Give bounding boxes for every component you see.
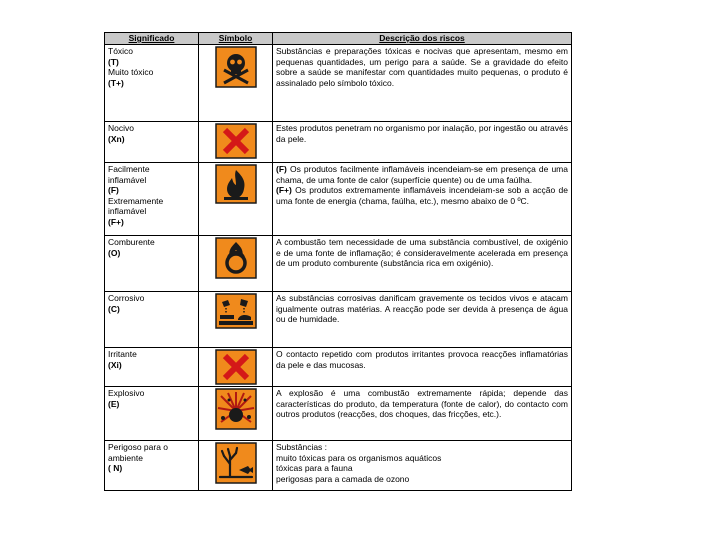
meaning-cell — [105, 387, 199, 441]
meaning-label: inflamável — [108, 206, 147, 217]
meaning-code: (Xn) — [108, 133, 125, 144]
environment-line: perigosas para a camada de ozono — [276, 473, 410, 484]
table-row-flammable — [105, 163, 572, 236]
meaning-code: (T+) — [108, 77, 124, 88]
flammable-text-f: Os produtos facilmente inflamáveis incendeiam-se em presença de uma chama, de uma fonte de calor (superfície quente) ou de uma faúlha. — [276, 164, 568, 185]
x-cross-icon — [215, 123, 257, 159]
meaning-label: ambiente — [108, 452, 143, 463]
description-cell: Estes produtos penetram no organismo por inalação, por ingestão ou através da pele. — [273, 122, 572, 163]
flammable-code-f: (F) — [276, 164, 287, 174]
meaning-code: (C) — [108, 303, 120, 314]
symbol-cell — [199, 387, 273, 441]
symbol-cell — [199, 441, 273, 491]
description-cell — [273, 163, 572, 236]
meaning-cell — [105, 441, 199, 491]
symbol-cell — [199, 122, 273, 163]
meaning-code: (F+) — [108, 216, 124, 227]
table-row-environment — [105, 441, 572, 491]
meaning-label: Nocivo — [108, 123, 134, 133]
table-row-explosive — [105, 387, 572, 441]
description-cell: A combustão tem necessidade de uma substância combustível, de oxigénio e de uma fonte de inflamação; é consideravelmente acelerada em presença de um produto comburente (substância rica em oxigénio). — [273, 236, 572, 292]
table-row-oxidizing — [105, 236, 572, 292]
meaning-cell — [105, 348, 199, 387]
meaning-code: (O) — [108, 247, 121, 258]
description-cell — [273, 441, 572, 491]
environment-line: muito tóxicas para os organismos aquáticos — [276, 452, 442, 463]
table-row-corrosive — [105, 292, 572, 348]
meaning-code: (Xi) — [108, 359, 122, 370]
explosion-icon — [215, 388, 257, 430]
meaning-cell — [105, 292, 199, 348]
description-cell: As substâncias corrosivas danificam gravemente os tecidos vivos e atacam igualmente outras matérias. A reacção pode ser devida à presença de água ou de humidade. — [273, 292, 572, 348]
description-cell: A explosão é uma combustão extremamente rápida; depende das características do produto, da temperatura (fonte de calor), do contacto com outros produtos (reacções, dos choques, das fricções, etc.). — [273, 387, 572, 441]
symbol-cell — [199, 348, 273, 387]
meaning-cell — [105, 122, 199, 163]
table-row-irritant — [105, 348, 572, 387]
meaning-label: Irritante — [108, 349, 137, 359]
table-row-toxic — [105, 45, 572, 122]
symbol-cell — [199, 45, 273, 122]
meaning-label: Extremamente — [108, 195, 164, 206]
header-description: Descrição dos riscos — [273, 33, 572, 45]
header-symbol: Símbolo — [199, 33, 273, 45]
meaning-code: (E) — [108, 398, 120, 409]
environment-line: Substâncias : — [276, 442, 328, 452]
symbol-cell — [199, 163, 273, 236]
x-cross-icon — [215, 349, 257, 385]
flammable-code-fplus: (F+) — [276, 185, 292, 196]
meaning-label: Tóxico — [108, 46, 134, 56]
symbol-cell — [199, 236, 273, 292]
flame-icon — [215, 164, 257, 204]
meaning-label: Corrosivo — [108, 293, 145, 303]
flammable-text-fplus: Os produtos extremamente inflamáveis incendeiam-se sob a acção de uma fonte de energia (chama, faúlha, etc.), mesmo abaixo de 0 ºC. — [276, 185, 568, 206]
meaning-label: Facilmente — [108, 164, 150, 174]
meaning-label: inflamável — [108, 174, 147, 185]
skull-crossbones-icon — [215, 46, 257, 88]
meaning-code: (T) — [108, 56, 119, 67]
symbol-cell — [199, 292, 273, 348]
meaning-label: Muito tóxico — [108, 67, 154, 78]
header-row — [105, 33, 572, 45]
meaning-cell — [105, 236, 199, 292]
corrosion-icon — [215, 293, 257, 329]
meaning-label: Perigoso para o — [108, 442, 169, 452]
meaning-cell — [105, 163, 199, 236]
description-cell: O contacto repetido com produtos irritantes provoca reacções inflamatórias da pele e das mucosas. — [273, 348, 572, 387]
hazard-symbols-table — [104, 32, 572, 491]
meaning-code: (F) — [108, 185, 119, 196]
description-cell: Substâncias e preparações tóxicas e nocivas que apresentam, mesmo em pequenas quantidades, um perigo para a saúde. Se a gravidade do efeito sobre a saúde se manifestar com quantidades muito pequenas, o produto é assinalado pelo símbolo tóxico. — [273, 45, 572, 122]
meaning-code: ( N) — [108, 463, 123, 474]
dead-tree-icon — [215, 442, 257, 484]
meaning-cell — [105, 45, 199, 122]
environment-line: tóxicas para a fauna — [276, 463, 353, 474]
meaning-label: Explosivo — [108, 388, 145, 398]
flame-over-circle-icon — [215, 237, 257, 279]
meaning-label: Comburente — [108, 237, 155, 247]
table-row-harmful — [105, 122, 572, 163]
header-meaning: Significado — [105, 33, 199, 45]
